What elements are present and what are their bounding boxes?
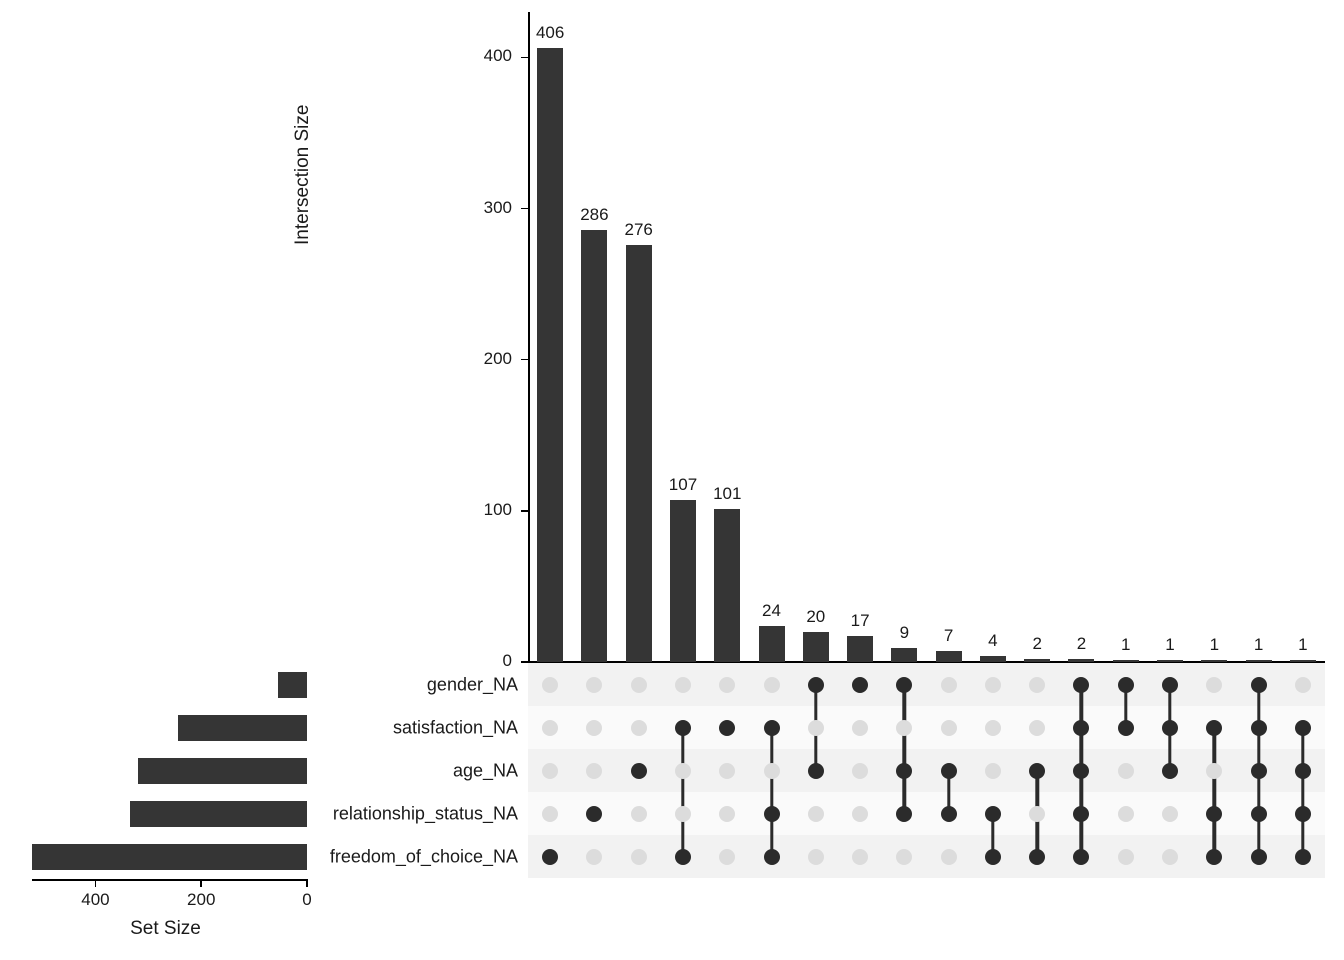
matrix-dot-inactive <box>808 720 824 736</box>
intersection-bar-label: 4 <box>988 630 998 650</box>
matrix-dot-inactive <box>985 763 1001 779</box>
intersection-y-tick <box>521 510 528 512</box>
matrix-dot-active <box>1206 720 1222 736</box>
intersection-bar <box>1201 660 1227 663</box>
set-label: age_NA <box>452 760 518 780</box>
intersection-bar-label: 1 <box>1253 634 1264 654</box>
matrix-dot-inactive <box>941 677 957 693</box>
set-label: satisfaction_NA <box>392 717 518 737</box>
intersection-bar-label: 9 <box>899 623 910 643</box>
matrix-dot-inactive <box>852 806 868 822</box>
set-size-tick-label: 0 <box>302 890 312 909</box>
matrix-dot-inactive <box>941 849 957 865</box>
intersection-y-tick <box>521 208 528 210</box>
matrix-dot-active <box>1295 720 1311 736</box>
set-size-axis <box>32 879 308 881</box>
set-size-bar <box>32 844 307 870</box>
matrix-dot-active <box>1251 763 1267 779</box>
set-size-bar <box>138 758 307 784</box>
matrix-dot-inactive <box>985 677 1001 693</box>
matrix-dot-active <box>1295 849 1311 865</box>
matrix-connector <box>1301 728 1304 857</box>
matrix-dot-active <box>764 720 780 736</box>
intersection-bar <box>581 230 607 662</box>
matrix-dot-inactive <box>1118 763 1134 779</box>
intersection-bar <box>626 245 652 662</box>
set-label: freedom_of_choice_NA <box>329 846 518 866</box>
matrix-dot-active <box>896 806 912 822</box>
matrix-dot-inactive <box>896 849 912 865</box>
matrix-dot-inactive <box>1206 763 1222 779</box>
intersection-matrix <box>528 663 1325 878</box>
intersection-bar <box>1290 660 1316 663</box>
matrix-dot-inactive <box>852 849 868 865</box>
matrix-dot-active <box>1073 677 1089 693</box>
matrix-dot-active <box>941 806 957 822</box>
matrix-dot-inactive <box>675 763 691 779</box>
intersection-bar <box>670 500 696 662</box>
matrix-dot-inactive <box>586 677 602 693</box>
matrix-dot-inactive <box>719 806 735 822</box>
intersection-bar <box>1246 660 1272 663</box>
intersection-bar <box>847 636 873 662</box>
matrix-dot-active <box>1162 677 1178 693</box>
matrix-dot-active <box>1251 720 1267 736</box>
matrix-dot-inactive <box>542 806 558 822</box>
matrix-dot-inactive <box>896 720 912 736</box>
set-size-bars <box>32 663 307 878</box>
matrix-dot-inactive <box>1162 849 1178 865</box>
intersection-bar-label: 1 <box>1121 634 1131 654</box>
matrix-dot-inactive <box>586 763 602 779</box>
matrix-dot-inactive <box>1029 720 1045 736</box>
matrix-dot-inactive <box>675 677 691 693</box>
matrix-dot-inactive <box>631 677 647 693</box>
matrix-dot-inactive <box>1162 806 1178 822</box>
matrix-dot-inactive <box>764 677 780 693</box>
set-size-bar <box>278 672 307 698</box>
matrix-dot-active <box>1251 849 1267 865</box>
matrix-dot-inactive <box>941 720 957 736</box>
matrix-dot-active <box>1162 720 1178 736</box>
intersection-bar-label: 7 <box>943 626 954 646</box>
intersection-bar-label: 286 <box>580 204 609 224</box>
matrix-dot-active <box>1251 677 1267 693</box>
matrix-dot-active <box>542 849 558 865</box>
intersection-bar-label: 17 <box>850 611 870 631</box>
matrix-dot-active <box>631 763 647 779</box>
intersection-y-tick <box>521 359 528 361</box>
matrix-dot-active <box>852 677 868 693</box>
intersection-bar-label: 406 <box>535 23 565 43</box>
matrix-dot-active <box>764 849 780 865</box>
matrix-dot-inactive <box>808 849 824 865</box>
matrix-dot-inactive <box>631 849 647 865</box>
matrix-dot-inactive <box>542 720 558 736</box>
intersection-bar <box>1024 659 1050 662</box>
matrix-dot-inactive <box>719 677 735 693</box>
set-label: gender_NA <box>426 674 518 694</box>
matrix-dot-active <box>675 849 691 865</box>
matrix-dot-active <box>1029 763 1045 779</box>
matrix-connector <box>681 728 684 857</box>
intersection-bar-label: 24 <box>762 600 781 620</box>
matrix-dot-active <box>1206 806 1222 822</box>
intersection-bar <box>537 48 563 662</box>
matrix-dot-inactive <box>985 720 1001 736</box>
intersection-bar-label: 2 <box>1032 633 1042 653</box>
set-label: relationship_status_NA <box>332 803 518 823</box>
matrix-connector <box>1213 728 1216 857</box>
intersection-bar-label: 2 <box>1076 633 1087 653</box>
intersection-y-tick-label: 300 <box>483 197 512 217</box>
matrix-dot-inactive <box>1118 806 1134 822</box>
matrix-dot-inactive <box>1295 677 1311 693</box>
set-size-tick <box>95 880 97 887</box>
intersection-y-tick <box>521 661 528 663</box>
matrix-dot-active <box>1118 677 1134 693</box>
intersection-bar-label: 1 <box>1298 634 1308 654</box>
matrix-dot-active <box>941 763 957 779</box>
matrix-dot-active <box>719 720 735 736</box>
matrix-dot-inactive <box>1206 677 1222 693</box>
set-size-tick-label: 200 <box>187 890 216 909</box>
intersection-bar-label: 1 <box>1209 634 1220 654</box>
intersection-bar-label: 20 <box>806 606 826 626</box>
intersection-y-tick-label: 200 <box>483 348 512 368</box>
intersection-bar <box>803 632 829 662</box>
intersection-bar <box>1113 660 1139 663</box>
matrix-dot-active <box>1073 806 1089 822</box>
intersection-bar-label: 107 <box>668 475 698 495</box>
intersection-y-tick-label: 100 <box>483 499 512 519</box>
intersection-bar <box>759 626 785 662</box>
matrix-dot-inactive <box>1118 849 1134 865</box>
intersection-bar <box>891 648 917 662</box>
intersection-y-tick-label: 400 <box>483 46 512 66</box>
set-size-tick <box>200 880 202 887</box>
matrix-dot-inactive <box>586 849 602 865</box>
matrix-dot-inactive <box>852 763 868 779</box>
matrix-dot-inactive <box>542 763 558 779</box>
intersection-bar <box>1157 660 1183 663</box>
matrix-dot-inactive <box>586 720 602 736</box>
matrix-dot-inactive <box>719 763 735 779</box>
matrix-connector <box>770 728 773 857</box>
intersection-bar <box>1068 659 1094 662</box>
matrix-dot-active <box>586 806 602 822</box>
set-size-tick-label: 400 <box>81 890 110 909</box>
intersection-axis-title: Intersection Size <box>292 104 313 245</box>
intersection-bars <box>528 12 1325 662</box>
matrix-dot-active <box>985 806 1001 822</box>
intersection-y-tick <box>521 57 528 59</box>
matrix-dot-inactive <box>852 720 868 736</box>
set-size-bar <box>130 801 307 827</box>
set-size-axis-title: Set Size <box>130 918 201 939</box>
matrix-connector <box>903 685 906 814</box>
matrix-dot-active <box>1295 763 1311 779</box>
matrix-dot-active <box>896 677 912 693</box>
matrix-dot-active <box>1206 849 1222 865</box>
matrix-dot-active <box>1251 806 1267 822</box>
matrix-dot-active <box>1029 849 1045 865</box>
matrix-dot-inactive <box>631 720 647 736</box>
matrix-dot-active <box>1118 720 1134 736</box>
set-size-bar <box>178 715 307 741</box>
intersection-bar <box>714 509 740 662</box>
matrix-dot-inactive <box>808 806 824 822</box>
matrix-dot-active <box>1073 720 1089 736</box>
matrix-dot-active <box>1073 763 1089 779</box>
matrix-dot-inactive <box>675 806 691 822</box>
matrix-dot-inactive <box>719 849 735 865</box>
matrix-dot-inactive <box>1029 806 1045 822</box>
intersection-bar-label: 1 <box>1165 634 1175 654</box>
matrix-dot-active <box>1162 763 1178 779</box>
set-size-tick <box>306 880 308 887</box>
matrix-dot-inactive <box>764 763 780 779</box>
matrix-dot-active <box>675 720 691 736</box>
intersection-bar-label: 101 <box>713 484 742 504</box>
intersection-bar <box>980 656 1006 662</box>
matrix-dot-active <box>808 763 824 779</box>
matrix-dot-active <box>764 806 780 822</box>
matrix-dot-inactive <box>1029 677 1045 693</box>
matrix-dot-active <box>1073 849 1089 865</box>
matrix-dot-active <box>985 849 1001 865</box>
matrix-dot-active <box>1295 806 1311 822</box>
matrix-dot-inactive <box>542 677 558 693</box>
intersection-bar-label: 276 <box>624 219 653 239</box>
matrix-dot-inactive <box>631 806 647 822</box>
matrix-dot-active <box>896 763 912 779</box>
intersection-y-tick-label: 0 <box>502 651 512 670</box>
matrix-dot-active <box>808 677 824 693</box>
intersection-bar <box>936 651 962 662</box>
